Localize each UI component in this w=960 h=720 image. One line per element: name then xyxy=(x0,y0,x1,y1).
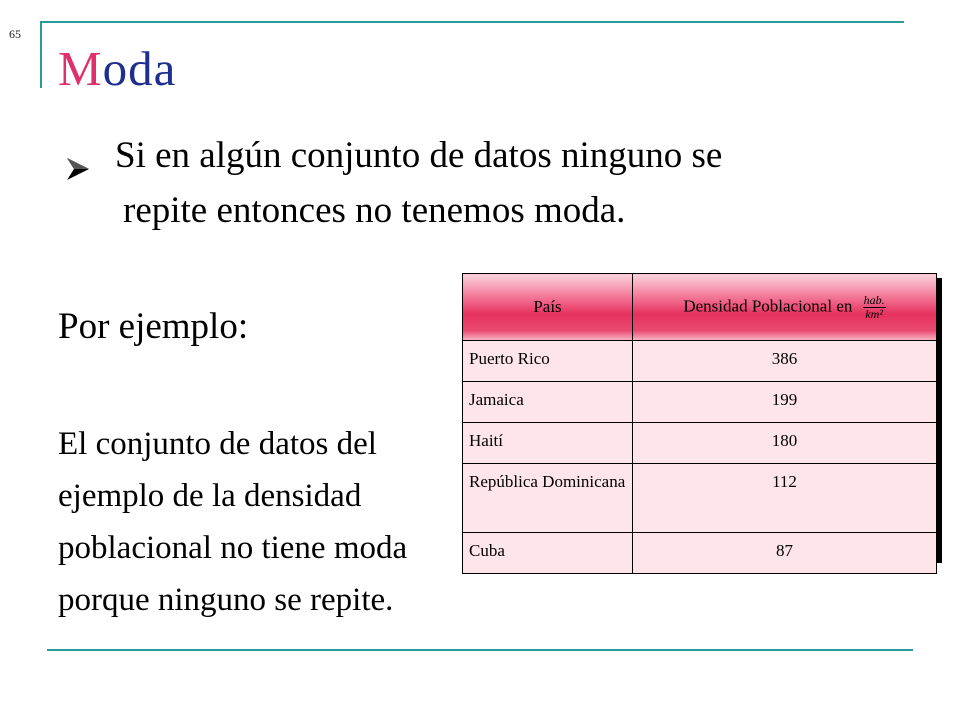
frame-top-line xyxy=(40,21,904,23)
example-heading: Por ejemplo: xyxy=(58,306,249,347)
table-row xyxy=(463,464,937,533)
unit-numerator: hab. xyxy=(863,292,885,307)
cell-country: República Dominicana xyxy=(463,464,633,533)
table-row xyxy=(463,341,937,382)
header-country: País xyxy=(463,274,633,341)
unit-denominator: km² xyxy=(865,306,883,321)
cell-country: Puerto Rico xyxy=(463,341,633,382)
example-line: poblacional no tiene moda xyxy=(58,530,408,566)
example-paragraph xyxy=(58,418,498,626)
cell-value: 180 xyxy=(633,423,937,464)
cell-value: 112 xyxy=(633,464,937,533)
cell-value: 199 xyxy=(633,382,937,423)
frame-bottom-line xyxy=(47,649,913,651)
density-table xyxy=(462,273,937,574)
header-density-label: Densidad Poblacional en xyxy=(683,295,853,315)
bullet-line-2: repite entonces no tenemos moda. xyxy=(123,190,626,231)
example-line: ejemplo de la densidad xyxy=(58,478,362,514)
cell-country: Cuba xyxy=(463,533,633,574)
arrow-bullet-icon xyxy=(65,143,91,198)
table-row xyxy=(463,423,937,464)
example-line: porque ninguno se repite. xyxy=(58,582,394,618)
bullet-line-1: Si en algún conjunto de datos ninguno se xyxy=(115,135,723,176)
slide-number: 65 xyxy=(9,27,21,41)
cell-country: Jamaica xyxy=(463,382,633,423)
title-first-letter: M xyxy=(58,41,103,96)
header-density xyxy=(633,274,937,341)
cell-country: Haití xyxy=(463,423,633,464)
cell-value: 87 xyxy=(633,533,937,574)
table-row xyxy=(463,382,937,423)
title-rest: oda xyxy=(102,41,177,96)
unit-fraction xyxy=(863,294,886,321)
frame-left-line xyxy=(40,21,42,88)
slide-title xyxy=(58,40,176,97)
example-line: El conjunto de datos del xyxy=(58,426,377,462)
cell-value: 386 xyxy=(633,341,937,382)
table-row xyxy=(463,533,937,574)
density-table-container xyxy=(462,273,937,558)
table-header-row xyxy=(463,274,937,341)
